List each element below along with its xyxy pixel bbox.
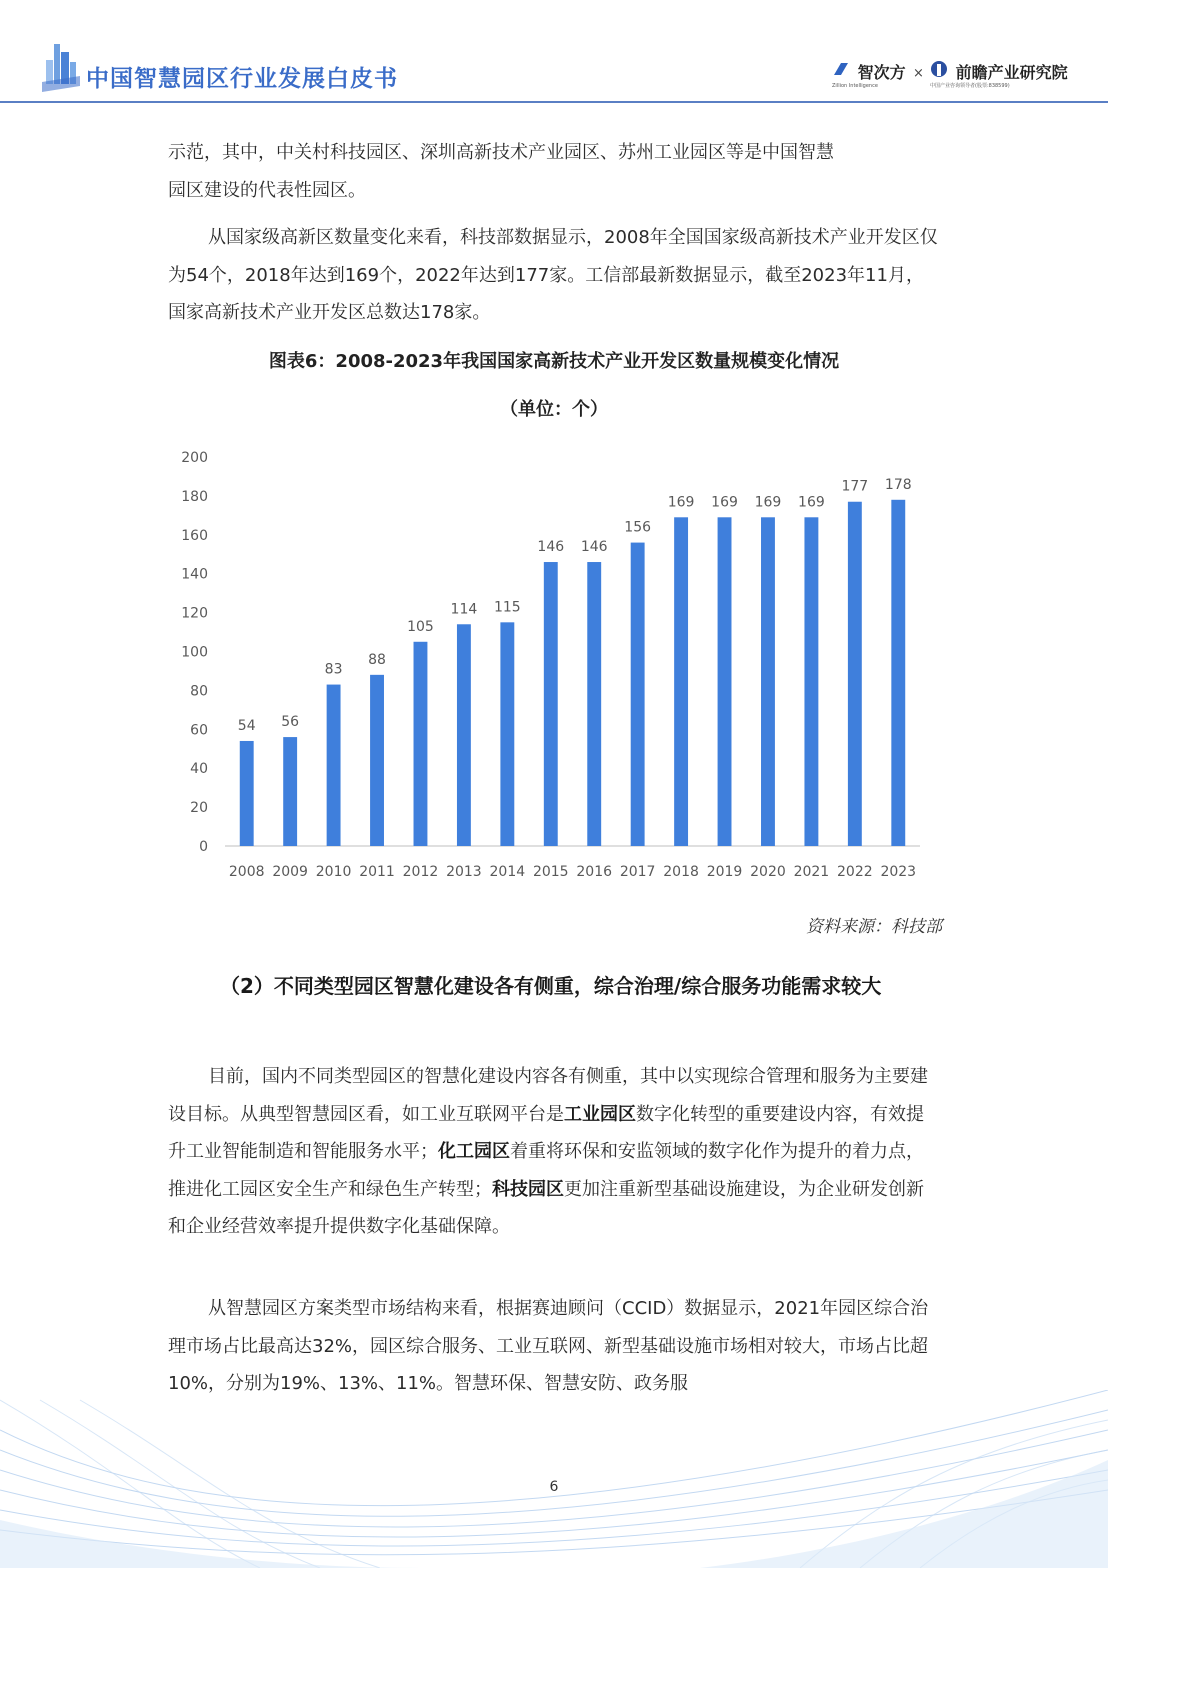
- x-tick-label: 2022: [837, 864, 873, 880]
- y-tick-label: 20: [190, 800, 208, 817]
- bar-data-label: 56: [281, 714, 300, 731]
- bar-data-label: 169: [798, 494, 825, 511]
- bar-chart: [160, 440, 940, 890]
- y-tick-label: 200: [181, 450, 208, 466]
- bar: [674, 517, 688, 846]
- zhicifang-logo-icon: [832, 60, 850, 78]
- paragraph-4-text: 从智慧园区方案类型市场结构来看，根据赛迪顾问（CCID）数据显示，2021年园区综合治理市场占比最高达32%，园区综合服务、工业互联网、新型基础设施市场相对较大，市场占比超10%，分别为19%、13%、11%。智慧环保、智慧安防、政务服: [168, 1298, 929, 1394]
- paragraph-4: [168, 1290, 938, 1403]
- partner1-subtitle: Zillion Intelligence: [832, 83, 878, 89]
- y-tick-label: 40: [190, 761, 208, 778]
- bar-data-label: 54: [237, 717, 256, 734]
- partner1-name: 智次方: [857, 63, 906, 82]
- x-tick-label: 2021: [793, 864, 830, 880]
- bar: [544, 562, 558, 846]
- x-tick-label: 2023: [880, 864, 917, 880]
- header-divider: [0, 101, 1108, 103]
- bar-data-label: 114: [450, 601, 478, 618]
- paragraph-1-line-1: 示范，其中，中关村科技园区、深圳高新技术产业园区、苏州工业园区等是中国智慧: [168, 142, 834, 163]
- paragraph-2-text: 从国家级高新区数量变化来看，科技部数据显示，2008年全国国家级高新技术产业开发区仅为54个，2018年达到169个，2022年达到177家。工信部最新数据显示，截至2023年11月，国家高新技术产业开发区总数达178家。: [168, 227, 938, 323]
- y-tick-label: 160: [181, 527, 208, 544]
- paragraph-3-part-c: 数字化转型的重要建设内容，有效提升工业智能制造和智能服务水平；: [168, 1103, 924, 1162]
- y-tick-label: 60: [190, 722, 208, 739]
- bar: [761, 517, 775, 846]
- paragraph-3-bold-chemical-park: 化工园区: [438, 1141, 510, 1162]
- bar: [327, 685, 341, 846]
- building-logo-icon: [40, 42, 82, 92]
- x-tick-label: 2015: [532, 864, 569, 880]
- page-header: [0, 0, 1108, 103]
- y-tick-label: 120: [181, 605, 208, 622]
- bar-data-label: 146: [537, 539, 565, 556]
- bar: [457, 624, 471, 846]
- x-tick-label: 2019: [706, 864, 743, 880]
- bar-data-label: 115: [493, 599, 521, 616]
- x-tick-label: 2016: [576, 864, 613, 880]
- x-tick-label: 2014: [489, 864, 526, 880]
- document-title: 中国智慧园区行业发展白皮书: [86, 66, 398, 92]
- x-tick-label: 2009: [272, 864, 308, 880]
- paragraph-3: [168, 1058, 938, 1246]
- bar-data-label: 177: [841, 478, 869, 495]
- y-tick-label: 0: [199, 839, 208, 855]
- partner2-name: 前瞻产业研究院: [955, 63, 1068, 82]
- y-tick-label: 180: [181, 488, 208, 505]
- paragraph-3-bold-industrial-park: 工业园区: [564, 1103, 636, 1125]
- chart-unit: （单位：个）: [500, 399, 608, 420]
- bar-data-label: 169: [667, 494, 695, 511]
- paragraph-3-part-e: 更加注重新型基础设施建设，为企业研发创新和企业经营效率提升提供数字化基础保障。: [168, 1178, 924, 1237]
- bar: [804, 517, 818, 846]
- section-subheading: [168, 966, 938, 1006]
- chart-title: 图表6：2008-2023年我国国家高新技术产业开发区数量规模变化情况: [268, 351, 840, 372]
- bar-data-label: 156: [624, 519, 652, 536]
- bar: [414, 642, 428, 846]
- bar-data-label: 169: [754, 494, 782, 511]
- x-tick-label: 2011: [359, 864, 395, 880]
- bar: [370, 675, 384, 846]
- bar: [587, 562, 601, 846]
- qianzhan-logo-icon: [930, 60, 948, 78]
- paragraph-2: [168, 219, 938, 332]
- y-tick-label: 140: [181, 566, 208, 583]
- paragraph-1-line-2: 园区建设的代表性园区。: [168, 179, 366, 201]
- section-subheading-text: （2）不同类型园区智慧化建设各有侧重，综合治理/综合服务功能需求较大: [220, 974, 882, 998]
- x-tick-label: 2017: [619, 864, 656, 880]
- x-tick-label: 2013: [446, 864, 482, 880]
- bar-data-label: 105: [407, 618, 434, 635]
- x-tick-label: 2020: [750, 864, 786, 880]
- partner-logo-zhicifang: [832, 60, 906, 88]
- x-tick-label: 2012: [402, 864, 439, 880]
- bar: [283, 737, 297, 846]
- bar-data-label: 146: [580, 539, 608, 556]
- bar-data-label: 169: [711, 494, 738, 511]
- bar-data-label: 83: [324, 661, 343, 678]
- partner-separator: ×: [913, 66, 924, 81]
- bar: [718, 517, 732, 846]
- paragraph-3-part-a: 目前，国内不同类型园区的智慧化建设内容各有侧重，其中以实现综合管理和服务为主要建设目标。从典型智慧园区看，如工业互联网平台是: [168, 1066, 928, 1125]
- bar-data-label: 88: [368, 651, 386, 668]
- partner2-subtitle: 中国产业咨询领导者(股票:838599): [930, 83, 1010, 89]
- paragraph-1: [168, 134, 938, 209]
- y-tick-label: 100: [181, 644, 208, 661]
- bar: [891, 500, 905, 846]
- page-number: 6: [549, 1479, 559, 1495]
- x-tick-label: 2018: [663, 864, 699, 880]
- bar: [500, 622, 514, 846]
- x-tick-label: 2010: [315, 864, 352, 880]
- bar-data-label: 178: [884, 476, 912, 493]
- partner-logo-qianzhan: [930, 60, 1068, 88]
- bar: [848, 502, 862, 846]
- chart-source: 资料来源：科技部: [806, 917, 942, 937]
- paragraph-3-part-d: 着重将环保和安监领域的数字化作为提升的着力点，推进化工园区安全生产和绿色生产转型；: [168, 1141, 924, 1200]
- bar: [240, 741, 254, 846]
- x-tick-label: 2008: [228, 864, 265, 880]
- bar: [631, 543, 645, 846]
- y-tick-label: 80: [190, 683, 208, 700]
- paragraph-3-bold-tech-park: 科技园区: [492, 1178, 564, 1200]
